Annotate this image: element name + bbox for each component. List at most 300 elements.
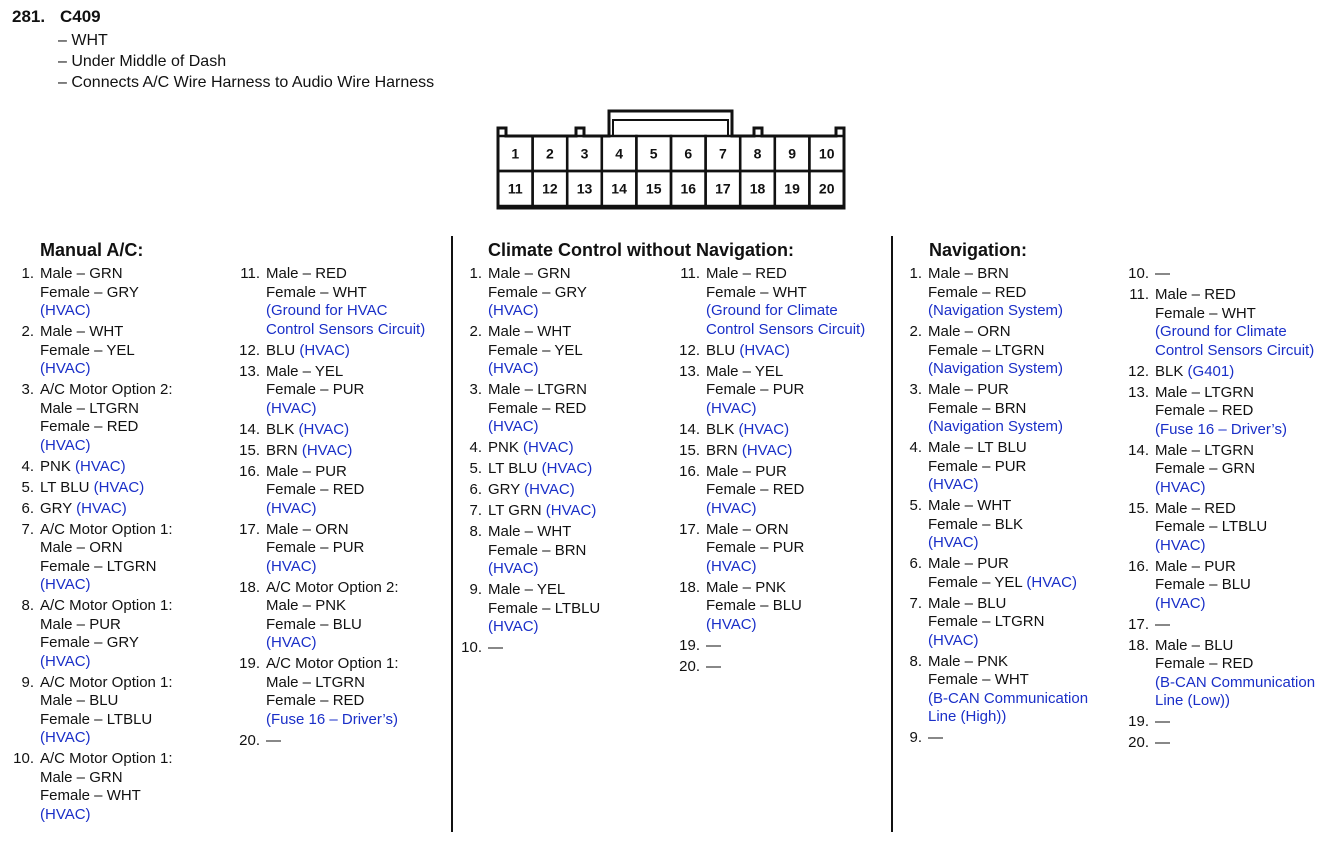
- section-title-navigation: Navigation:: [929, 240, 1028, 260]
- pin-number: 6.: [469, 481, 482, 498]
- navigation-pins-10-20: [1127, 265, 1315, 755]
- pin-entry: [12, 479, 173, 498]
- pin-entry: [12, 597, 173, 671]
- wire-color-text: Male – BLU: [1155, 636, 1234, 654]
- wire-color-text: Female – BLU: [1155, 576, 1251, 593]
- wire-color-text: Male – RED: [1155, 286, 1236, 303]
- pin-description-line: [1155, 305, 1315, 324]
- pin-entry: [460, 265, 600, 321]
- pin-description-line: [40, 558, 173, 577]
- pin-number: 9.: [21, 673, 34, 691]
- wire-color-text: Female – RED: [40, 418, 139, 435]
- pin-label-9: 9: [788, 145, 796, 162]
- pin-description-line: [266, 400, 425, 419]
- pin-description-line: [706, 342, 865, 361]
- circuit-reference: (Ground for HVAC: [266, 302, 388, 319]
- circuit-reference: (HVAC): [928, 631, 979, 649]
- wire-color-text: GRY: [488, 481, 525, 498]
- pin-description-line: [488, 523, 600, 542]
- pin-description-line: [266, 597, 425, 616]
- wire-color-text: Male – PUR: [928, 381, 1009, 398]
- wire-color-text: LT BLU: [488, 460, 542, 477]
- wire-color-text: Female – PUR: [266, 381, 365, 398]
- pin-description-line: [928, 458, 1088, 477]
- pin-label-10: 10: [818, 145, 835, 162]
- pin-entry: [1127, 265, 1315, 284]
- pin-label-3: 3: [580, 145, 589, 162]
- pin-entry: [678, 521, 865, 577]
- pin-label-14: 14: [611, 180, 627, 197]
- pin-entry: [678, 442, 865, 461]
- pin-description-line: [266, 500, 425, 519]
- wire-color-text: Male – GRN: [488, 265, 571, 282]
- pin-description-line: [40, 265, 173, 284]
- pin-description-line: [1155, 576, 1315, 595]
- pin-description-line: [488, 639, 600, 658]
- pin-description-line: [928, 555, 1088, 574]
- wire-color-text: A/C Motor Option 1:: [40, 520, 173, 538]
- wire-color-text: Female – LTBLU: [1155, 518, 1268, 535]
- wire-color-text: Female – BRN: [928, 399, 1027, 417]
- wire-color-text: PNK: [40, 457, 76, 475]
- pin-description-line: [706, 442, 865, 461]
- pin-description-line: [706, 400, 865, 419]
- pin-number: 15.: [239, 441, 260, 459]
- wire-color-text: Female – BLU: [266, 615, 362, 633]
- pin-entry: [460, 502, 600, 521]
- wire-color-text: Male – WHT: [488, 523, 572, 540]
- pin-description-line: [266, 463, 425, 482]
- pin-description-line: [488, 460, 600, 479]
- pin-entry: [460, 639, 600, 658]
- pin-description-line: [1155, 402, 1315, 421]
- pin-description-line: [40, 634, 173, 653]
- wire-color-text: A/C Motor Option 1:: [40, 673, 173, 691]
- pin-number: 20.: [239, 731, 260, 749]
- wire-color-text: Female – RED: [488, 399, 587, 417]
- circuit-reference: (HVAC): [301, 441, 353, 459]
- pin-description-line: [706, 284, 865, 303]
- pin-description-line: [266, 342, 425, 361]
- pin-description-line: [706, 539, 865, 558]
- circuit-reference: (HVAC): [40, 576, 91, 593]
- wire-color-text: Male – LTGRN: [488, 381, 587, 398]
- wire-color-text: —: [1155, 734, 1170, 751]
- pin-number: 18.: [1128, 636, 1149, 654]
- wire-color-text: Female – LTGRN: [40, 557, 157, 575]
- pin-description-line: [40, 381, 173, 400]
- circuit-reference: (HVAC): [75, 457, 126, 475]
- pin-entry: [238, 732, 425, 751]
- circuit-reference: (HVAC): [266, 399, 317, 417]
- pin-number: 16.: [239, 462, 260, 480]
- pin-description-line: [488, 342, 600, 361]
- circuit-reference: Line (Low)): [1155, 692, 1231, 709]
- pin-description-line: [40, 342, 173, 361]
- wire-color-text: —: [266, 731, 281, 749]
- pin-description-line: [1155, 616, 1315, 635]
- pin-description-line: [40, 323, 173, 342]
- circuit-reference: (HVAC): [739, 341, 790, 359]
- pin-label-18: 18: [749, 180, 766, 197]
- pin-description-line: [1155, 442, 1315, 461]
- pin-description-line: [928, 534, 1088, 553]
- pin-description-line: [928, 595, 1088, 614]
- pin-description-line: [266, 381, 425, 400]
- pin-description-line: [928, 418, 1088, 437]
- pin-number: 17.: [239, 520, 260, 538]
- pin-description-line: [266, 363, 425, 382]
- wire-color-text: BLK: [706, 420, 739, 438]
- wire-color-text: Male – ORN: [928, 323, 1011, 340]
- pin-description-line: [40, 360, 173, 379]
- pin-description-line: [40, 521, 173, 540]
- pin-number: 5.: [469, 460, 482, 477]
- wire-color-text: Female – LTBLU: [40, 710, 153, 728]
- pin-entry: [238, 579, 425, 653]
- wire-color-text: GRY: [40, 499, 77, 517]
- pin-number: 20.: [1128, 734, 1149, 751]
- pin-entry: [1127, 734, 1315, 753]
- circuit-reference: (HVAC): [266, 499, 317, 517]
- wire-color-text: Female – YEL: [488, 341, 583, 359]
- wire-color-text: BLK: [1155, 362, 1188, 380]
- pin-description-line: [928, 342, 1088, 361]
- pin-description-line: [706, 302, 865, 321]
- pin-description-line: [1155, 363, 1315, 382]
- wire-color-text: Male – WHT: [928, 497, 1012, 514]
- pin-number: 8.: [469, 523, 482, 540]
- pin-description-line: [266, 634, 425, 653]
- pin-description-line: [1155, 734, 1315, 753]
- wire-color-text: A/C Motor Option 1:: [40, 597, 173, 614]
- pin-label-11: 11: [507, 180, 523, 197]
- pin-number: 19.: [679, 636, 700, 654]
- pin-number: 19.: [239, 655, 260, 672]
- wire-color-text: Male – PUR: [706, 462, 787, 480]
- pin-number: 2.: [469, 323, 482, 340]
- pin-label-12: 12: [542, 180, 558, 197]
- wire-color-text: Female – RED: [1155, 655, 1254, 672]
- pin-description-line: [1155, 595, 1315, 614]
- pin-label-19: 19: [784, 180, 800, 197]
- detail-connection: – Connects A/C Wire Harness to Audio Wire Harness: [58, 74, 435, 91]
- circuit-reference: (HVAC): [741, 441, 793, 459]
- pin-entry: [900, 555, 1088, 592]
- climate-pins-11-20: [678, 265, 865, 679]
- pin-entry: [900, 381, 1088, 437]
- pin-entry: [678, 265, 865, 339]
- column-divider-2: [891, 236, 893, 832]
- pin-grid: [498, 136, 844, 206]
- pin-description-line: [488, 284, 600, 303]
- circuit-reference: (HVAC): [488, 360, 539, 377]
- wire-color-text: Male – GRN: [40, 768, 123, 786]
- pin-number: 17.: [679, 520, 700, 538]
- wire-color-text: Female – LTGRN: [928, 341, 1045, 359]
- pin-description-line: [40, 692, 173, 711]
- pin-description-line: [706, 381, 865, 400]
- wire-color-text: Female – LTGRN: [928, 613, 1045, 630]
- pin-number: 9.: [469, 581, 482, 598]
- pin-entry: [460, 481, 600, 500]
- pin-entry: [900, 653, 1088, 727]
- circuit-reference: (HVAC): [738, 420, 790, 438]
- wire-color-text: PNK: [488, 439, 524, 456]
- pin-number: 13.: [1128, 383, 1149, 401]
- pin-description-line: [40, 769, 173, 788]
- pin-description-line: [1155, 558, 1315, 577]
- wire-color-text: Female – PUR: [706, 539, 805, 556]
- pin-description-line: [1155, 421, 1315, 440]
- circuit-reference: Line (High)): [928, 708, 1007, 725]
- circuit-reference: (B-CAN Communication: [1155, 673, 1316, 691]
- wire-color-text: A/C Motor Option 1:: [40, 750, 173, 767]
- pin-entry: [678, 342, 865, 361]
- wire-color-text: Female – RED: [266, 481, 365, 498]
- circuit-reference: (HVAC): [298, 420, 350, 438]
- pin-number: 2.: [909, 323, 922, 340]
- pin-description-line: [928, 284, 1088, 303]
- circuit-reference: (HVAC): [266, 634, 317, 651]
- pin-description-line: [706, 265, 865, 284]
- circuit-reference: (HVAC): [928, 534, 979, 551]
- pin-description-line: [488, 581, 600, 600]
- wire-color-text: BLU: [706, 341, 740, 359]
- wire-color-text: Female – BLU: [706, 597, 802, 614]
- pin-entry: [900, 595, 1088, 651]
- wire-color-text: Female – WHT: [706, 283, 807, 301]
- navigation-pins-1-9: [900, 265, 1088, 750]
- detail-location: – Under Middle of Dash: [58, 53, 227, 70]
- pin-label-4: 4: [615, 145, 623, 162]
- pin-label-13: 13: [576, 180, 593, 197]
- column-divider-1: [451, 236, 453, 832]
- wire-color-text: Male – PNK: [266, 597, 347, 614]
- pin-description-line: [266, 442, 425, 461]
- pin-number: 16.: [1128, 557, 1149, 575]
- pin-entry: [1127, 616, 1315, 635]
- wire-color-text: Female – GRY: [40, 634, 139, 651]
- pin-entry: [460, 581, 600, 637]
- pin-entry: [238, 463, 425, 519]
- pin-number: 13.: [239, 362, 260, 380]
- wire-color-text: —: [1155, 713, 1170, 730]
- pin-description-line: [488, 302, 600, 321]
- wire-color-text: BLK: [266, 420, 299, 438]
- pin-number: 14.: [1128, 441, 1149, 459]
- wire-color-text: Male – LTGRN: [40, 399, 139, 417]
- circuit-reference: (HVAC): [488, 302, 539, 319]
- wire-color-text: Female – RED: [266, 692, 365, 709]
- pin-description-line: [40, 674, 173, 693]
- wire-color-text: Male – PUR: [40, 615, 121, 633]
- wire-color-text: Male – PUR: [928, 555, 1009, 572]
- pin-number: 19.: [1128, 713, 1149, 730]
- wire-color-text: Female – WHT: [266, 283, 367, 301]
- pin-description-line: [706, 521, 865, 540]
- pin-number: 11.: [1129, 286, 1149, 303]
- circuit-reference: (HVAC): [40, 436, 91, 454]
- wire-color-text: Male – RED: [1155, 499, 1236, 517]
- pin-number: 7.: [469, 502, 482, 519]
- wire-color-text: —: [488, 639, 503, 656]
- pin-number: 7.: [21, 520, 34, 538]
- connector-lock-tab: [613, 120, 728, 136]
- circuit-reference: (HVAC): [40, 729, 91, 746]
- circuit-reference: (HVAC): [1155, 536, 1206, 554]
- pin-description-line: [488, 381, 600, 400]
- pin-description-line: [706, 363, 865, 382]
- circuit-reference: (HVAC): [706, 615, 757, 633]
- pin-number: 12.: [239, 341, 260, 359]
- pin-description-line: [1155, 500, 1315, 519]
- pin-description-line: [488, 618, 600, 637]
- heading-number: 281.: [12, 7, 46, 26]
- pin-description-line: [266, 284, 425, 303]
- circuit-reference: (Navigation System): [928, 360, 1064, 377]
- pin-number: 3.: [469, 381, 482, 398]
- pin-label-17: 17: [715, 180, 731, 197]
- wire-color-text: Male – RED: [266, 265, 347, 282]
- pin-description-line: [706, 597, 865, 616]
- pin-entry: [1127, 713, 1315, 732]
- pin-entry: [1127, 637, 1315, 711]
- pin-number: 12.: [1128, 362, 1149, 380]
- pin-number: 6.: [21, 499, 34, 517]
- circuit-reference: (HVAC): [40, 652, 91, 670]
- wire-color-text: Female – YEL: [40, 341, 135, 359]
- pin-number: 1.: [909, 265, 922, 282]
- pin-description-line: [1155, 342, 1315, 361]
- circuit-reference: (HVAC): [1026, 573, 1077, 591]
- wire-color-text: Female – GRY: [40, 283, 139, 301]
- circuit-reference: (HVAC): [40, 360, 91, 377]
- circuit-reference: (Ground for Climate: [1155, 323, 1287, 340]
- pin-description-line: [706, 579, 865, 598]
- pin-entry: [12, 674, 173, 748]
- wire-color-text: Male – LT BLU: [928, 439, 1027, 456]
- pin-label-1: 1: [511, 145, 520, 162]
- wire-color-text: Male – GRN: [40, 265, 123, 282]
- pin-description-line: [928, 323, 1088, 342]
- pin-description-line: [928, 497, 1088, 516]
- pin-description-line: [1155, 323, 1315, 342]
- wire-color-text: Male – BLU: [928, 594, 1007, 612]
- wire-color-text: A/C Motor Option 2:: [40, 381, 173, 398]
- pin-description-line: [40, 458, 173, 477]
- pin-label-20: 20: [818, 180, 835, 197]
- circuit-reference: (Fuse 16 – Driver’s): [1155, 420, 1287, 438]
- pin-number: 14.: [239, 420, 260, 438]
- pin-description-line: [266, 692, 425, 711]
- wire-color-text: —: [1155, 615, 1170, 633]
- pin-description-line: [40, 479, 173, 498]
- pin-description-line: [928, 400, 1088, 419]
- pin-entry: [238, 421, 425, 440]
- circuit-reference: (HVAC): [523, 439, 574, 456]
- circuit-reference: (Ground for Climate: [706, 302, 838, 319]
- circuit-reference: (HVAC): [93, 478, 145, 496]
- pin-description-line: [1155, 265, 1315, 284]
- pin-entry: [12, 381, 173, 455]
- wire-color-text: Female – PUR: [266, 539, 365, 556]
- pin-number: 11.: [240, 265, 260, 282]
- wire-color-text: —: [706, 657, 721, 675]
- wire-color-text: Male – BLU: [40, 692, 119, 709]
- pin-description-line: [488, 439, 600, 458]
- pin-number: 15.: [1128, 499, 1149, 517]
- circuit-reference: (HVAC): [76, 499, 127, 517]
- pin-number: 17.: [1128, 615, 1149, 633]
- pin-description-line: [928, 671, 1088, 690]
- pin-entry: [1127, 286, 1315, 360]
- pin-entry: [1127, 363, 1315, 382]
- pin-description-line: [1155, 384, 1315, 403]
- pin-description-line: [928, 574, 1088, 593]
- pin-number: 3.: [21, 381, 34, 398]
- pin-description-line: [488, 400, 600, 419]
- wire-color-text: Female – PUR: [706, 381, 805, 398]
- wire-color-text: BLU: [266, 341, 300, 359]
- pin-description-line: [40, 400, 173, 419]
- wire-color-text: BRN: [706, 441, 742, 459]
- circuit-reference: (HVAC): [1155, 594, 1206, 612]
- pin-description-line: [928, 613, 1088, 632]
- pin-number: 20.: [679, 657, 700, 675]
- wire-color-text: —: [706, 636, 721, 654]
- pin-description-line: [488, 600, 600, 619]
- pin-description-line: [40, 539, 173, 558]
- wire-color-text: Female – YEL: [928, 573, 1027, 591]
- pin-number: 4.: [469, 439, 482, 456]
- pin-description-line: [266, 539, 425, 558]
- pin-number: 9.: [909, 729, 922, 746]
- wire-color-text: Male – ORN: [40, 539, 123, 556]
- wire-color-text: Female – WHT: [40, 787, 141, 804]
- pin-number: 3.: [909, 381, 922, 398]
- wire-color-text: Female – RED: [1155, 402, 1254, 419]
- pin-number: 15.: [679, 441, 700, 459]
- pin-description-line: [1155, 460, 1315, 479]
- pin-description-line: [928, 476, 1088, 495]
- pin-description-line: [266, 421, 425, 440]
- pin-label-8: 8: [753, 145, 762, 162]
- wire-color-text: Male – YEL: [266, 362, 344, 380]
- pin-number: 6.: [909, 555, 922, 572]
- pin-description-line: [266, 321, 425, 340]
- heading-connector-id: C409: [60, 7, 101, 26]
- pin-entry: [12, 323, 173, 379]
- wire-color-text: Male – YEL: [706, 362, 784, 380]
- circuit-reference: (HVAC): [706, 399, 757, 417]
- circuit-reference: (HVAC): [706, 557, 757, 575]
- pin-description-line: [266, 481, 425, 500]
- wire-color-text: Male – YEL: [488, 581, 566, 598]
- pin-entry: [678, 363, 865, 419]
- pin-label-6: 6: [684, 145, 693, 162]
- pin-description-line: [40, 653, 173, 672]
- pin-description-line: [1155, 637, 1315, 656]
- pin-number: 8.: [21, 597, 34, 614]
- pin-number: 12.: [679, 341, 700, 359]
- pin-number: 14.: [679, 420, 700, 438]
- wire-color-text: Male – LTGRN: [1155, 441, 1254, 459]
- pin-label-7: 7: [719, 145, 727, 162]
- pin-description-line: [1155, 479, 1315, 498]
- circuit-reference: (HVAC): [541, 460, 593, 477]
- pin-description-line: [928, 729, 1088, 748]
